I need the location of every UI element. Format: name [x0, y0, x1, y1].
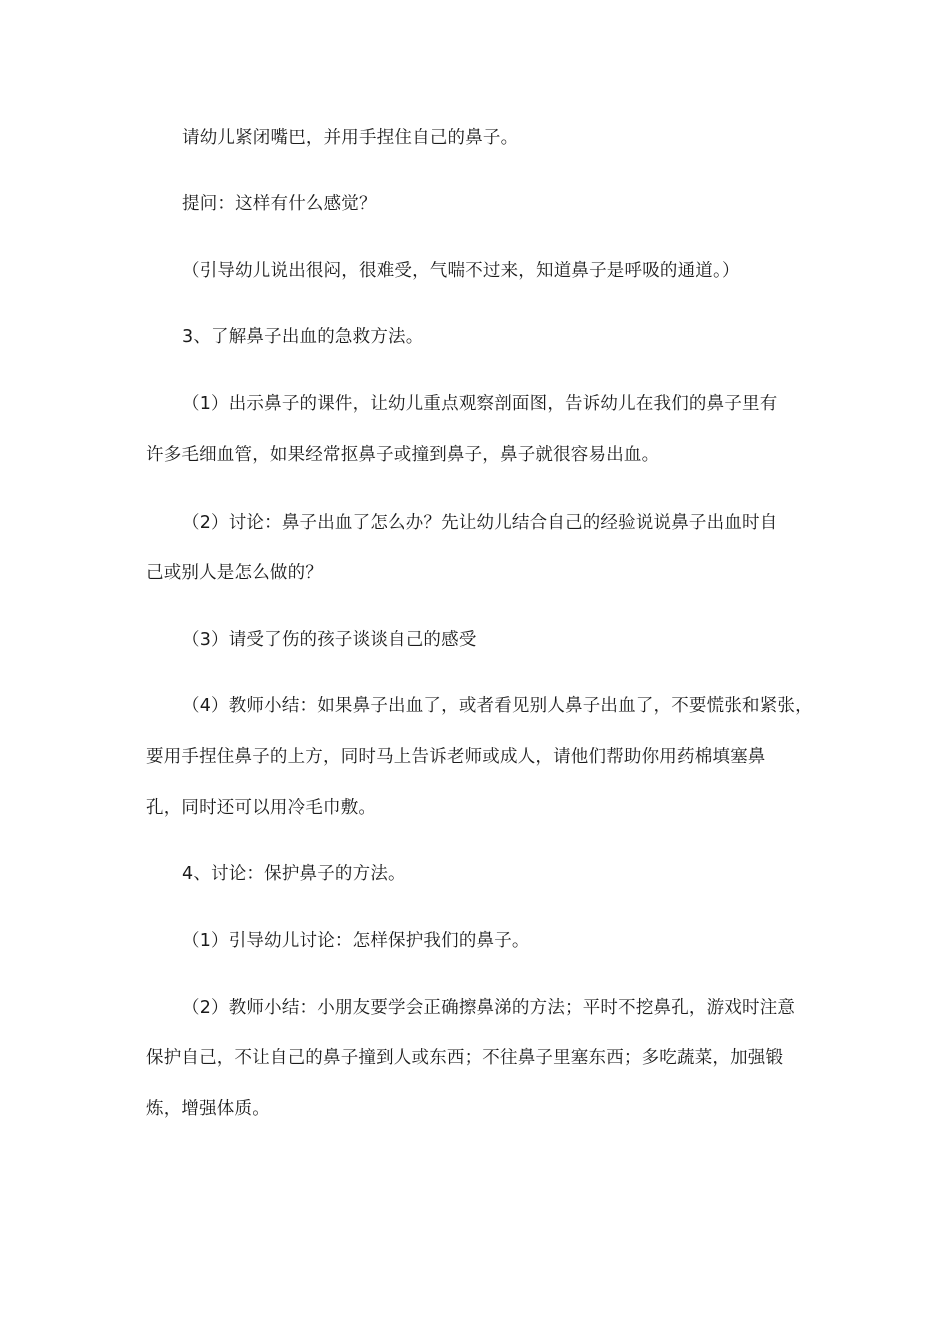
paragraph-line: 己或别人是怎么做的？: [146, 563, 323, 583]
paragraph-line: 请幼儿紧闭嘴巴，并用手捏住自己的鼻子。: [182, 128, 519, 148]
paragraph-line: （2）教师小结：小朋友要学会正确擦鼻涕的方法；平时不挖鼻孔，游戏时注意: [182, 998, 796, 1018]
paragraph-line: （1）引导幼儿讨论：怎样保护我们的鼻子。: [182, 931, 530, 951]
paragraph-line: 提问：这样有什么感觉？: [182, 194, 377, 214]
paragraph-line: 炼，增强体质。: [146, 1099, 270, 1119]
paragraph-line: （3）请受了伤的孩子谈谈自己的感受: [182, 630, 477, 650]
paragraph-line: 要用手捏住鼻子的上方，同时马上告诉老师或成人，请他们帮助你用药棉填塞鼻: [146, 747, 766, 767]
section-heading: 4、讨论：保护鼻子的方法。: [182, 864, 406, 884]
paragraph-line: （2）讨论：鼻子出血了怎么办？先让幼儿结合自己的经验说说鼻子出血时自: [182, 513, 778, 533]
paragraph-line: （引导幼儿说出很闷，很难受，气喘不过来，知道鼻子是呼吸的通道。）: [182, 261, 740, 281]
paragraph-line: （4）教师小结：如果鼻子出血了，或者看见别人鼻子出血了，不要慌张和紧张，: [182, 696, 813, 716]
paragraph-line: 保护自己，不让自己的鼻子撞到人或东西；不往鼻子里塞东西；多吃蔬菜，加强锻: [146, 1048, 784, 1068]
section-heading: 3、了解鼻子出血的急救方法。: [182, 327, 424, 347]
paragraph-line: （1）出示鼻子的课件，让幼儿重点观察剖面图，告诉幼儿在我们的鼻子里有: [182, 394, 778, 414]
paragraph-line: 孔，同时还可以用冷毛巾敷。: [146, 798, 377, 818]
paragraph-line: 许多毛细血管，如果经常抠鼻子或撞到鼻子，鼻子就很容易出血。: [146, 445, 660, 465]
